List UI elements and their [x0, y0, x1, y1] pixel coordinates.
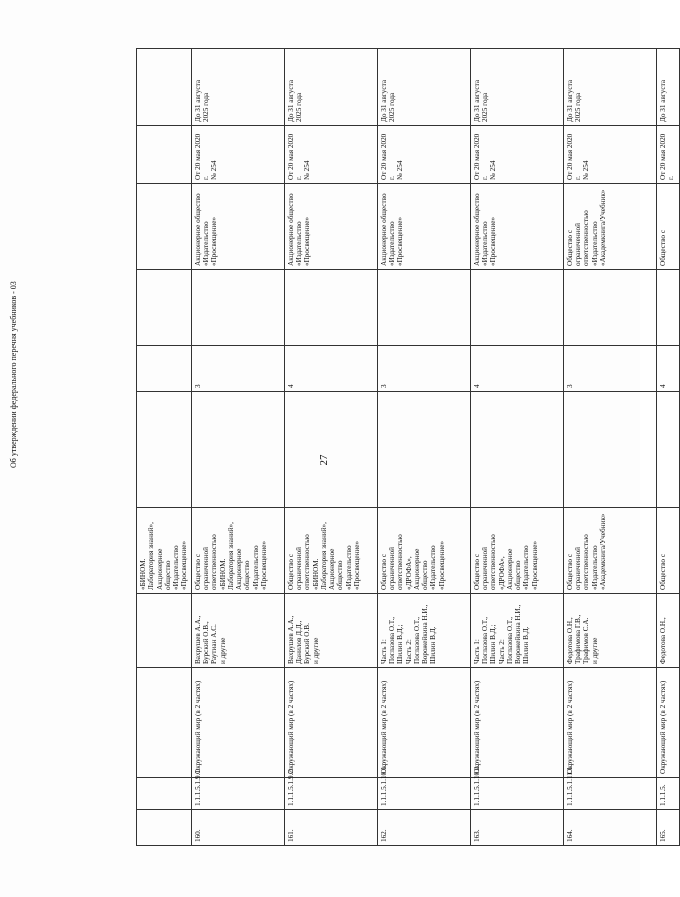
cell-date: До 31 августа 2025 года: [191, 49, 284, 126]
table-row: [656, 49, 679, 846]
cell-number: 161.: [284, 810, 377, 846]
cell-order: От 20 мая 2020 г.: [656, 126, 679, 184]
cell-code: 1.1.1.5.1.9.1.: [191, 778, 284, 810]
cell-publisher: Акционерное общество «Издательство «Просвещение»: [191, 184, 284, 270]
table-row-continued: [137, 49, 192, 846]
cell-empty: [284, 270, 377, 346]
cell-date: До 31 августа 2025 года: [470, 49, 563, 126]
cell-authors: Вахрушев А.А., Данилов Д.Д., Бурский О.В. и другие: [284, 594, 377, 668]
cell-publisher: Акционерное общество «Издательство «Просвещение»: [284, 184, 377, 270]
table-row: [563, 49, 656, 846]
cell-publisher: Акционерное общество «Издательство «Просвещение»: [470, 184, 563, 270]
cell-empty: [656, 270, 679, 346]
cell-code: 1.1.1.5.1.11.1.: [563, 778, 656, 810]
cell-code: 1.1.1.5.1.10.1.: [377, 778, 470, 810]
cell-grade: 4: [656, 346, 679, 392]
table-row: [191, 49, 284, 846]
cell-grade: 4: [470, 346, 563, 392]
cell-empty: [563, 392, 656, 508]
cell-grade: 3: [377, 346, 470, 392]
cell-publisher: Акционерное общество «Издательство «Просвещение»: [377, 184, 470, 270]
cell-code: 1.1.1.5.1.10.2.: [470, 778, 563, 810]
cell-empty: [563, 270, 656, 346]
cell-grade: 3: [191, 346, 284, 392]
cell-date: До 31 августа 2025 года: [377, 49, 470, 126]
cell-order: От 20 мая 2020 г. № 254: [191, 126, 284, 184]
cell-org: «БИНОМ. Лаборатория знаний», Акционерное общество «Издательство «Просвещение»: [137, 508, 192, 594]
cell-empty: [284, 392, 377, 508]
page-number: 27: [318, 454, 330, 466]
cell-order: От 20 мая 2020 г. № 254: [377, 126, 470, 184]
cell-date: До 31 августа: [656, 49, 679, 126]
cell-empty: [191, 392, 284, 508]
cell-number: 165.: [656, 810, 679, 846]
cell-authors: Часть 1: Поглазова О.Т., Шилин В.Д.; Часть 2: Поглазова О.Т., Ворожейкина Н.И., Шилин В.Д.: [377, 594, 470, 668]
cell-number: 164.: [563, 810, 656, 846]
cell-org: Общество с ограниченной ответственностью «БИНОМ. Лаборатория знаний», Акционерное общество «Издательство «Просвещение»: [284, 508, 377, 594]
cell-authors: Часть 1: Поглазова О.Т., Шилин В.Д.; Часть 2: Поглазова О.Т., Ворожейкина Н.И., Шилин В.Д.: [470, 594, 563, 668]
cell-authors: Федотова О.Н., Трафимова Г.В., Трафимов С.А. и другие: [563, 594, 656, 668]
cell-date: До 31 августа 2025 года: [563, 49, 656, 126]
cell-title: Окружающий мир (в 2 частях): [191, 668, 284, 778]
table-row: [470, 49, 563, 846]
cell-org: Общество с ограниченной ответственностью «Издательство «Академкнига/Учебник»: [563, 508, 656, 594]
cell-date: До 31 августа 2025 года: [284, 49, 377, 126]
cell-authors: Федотова О.Н.,: [656, 594, 679, 668]
rotated-table-wrapper: [136, 49, 675, 846]
cell-empty: [470, 392, 563, 508]
cell-code: 1.1.1.5.: [656, 778, 679, 810]
cell-empty: [470, 270, 563, 346]
cell-number: 163.: [470, 810, 563, 846]
cell-grade: 3: [563, 346, 656, 392]
cell-org: Общество с ограниченной ответственностью «ДРОФА», Акционерное общество «Издательство «Просвещение»: [377, 508, 470, 594]
cell-publisher: Общество с ограниченной ответственностью «Издательство «Академкнига/Учебник»: [563, 184, 656, 270]
cell-empty: [191, 270, 284, 346]
cell-org: Общество с ограниченной ответственностью «БИНОМ. Лаборатория знаний», Акционерное общество «Издательство «Просвещение»: [191, 508, 284, 594]
table-row: [377, 49, 470, 846]
cell-number: 160.: [191, 810, 284, 846]
cell-title: Окружающий мир (в 2 частях): [284, 668, 377, 778]
cell-publisher: Общество с: [656, 184, 679, 270]
cell-title: Окружающий мир (в 2 частях): [656, 668, 679, 778]
cell-empty: [656, 392, 679, 508]
cell-order: От 20 мая 2020 г. № 254: [563, 126, 656, 184]
cell-code: 1.1.1.5.1.9.2.: [284, 778, 377, 810]
cell-title: Окружающий мир (в 2 частях): [470, 668, 563, 778]
cell-org: Общество с ограниченной ответственностью «ДРОФА», Акционерное общество «Издательство «Просвещение»: [470, 508, 563, 594]
cell-empty: [377, 392, 470, 508]
cell-order: От 20 мая 2020 г. № 254: [284, 126, 377, 184]
cell-order: От 20 мая 2020 г. № 254: [470, 126, 563, 184]
cell-number: 162.: [377, 810, 470, 846]
cell-title: Окружающий мир (в 2 частях): [563, 668, 656, 778]
textbook-table: [136, 48, 680, 846]
table-row: [284, 49, 377, 846]
cell-grade: 4: [284, 346, 377, 392]
cell-title: Окружающий мир (в 2 частях): [377, 668, 470, 778]
cell-authors: Вахрушев А.А., Бурский О.В., Раутиан А.С. и другие: [191, 594, 284, 668]
cell-empty: [377, 270, 470, 346]
cell-org: Общество с: [656, 508, 679, 594]
footer-text: Об утверждении федерального перечня учебников - 03: [9, 281, 18, 468]
